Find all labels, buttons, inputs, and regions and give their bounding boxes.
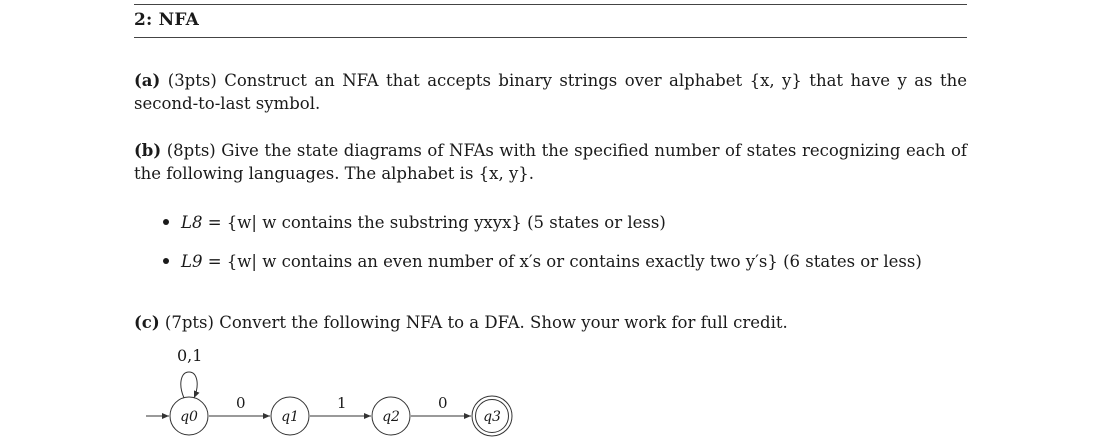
part-c-label: (c) [134, 313, 160, 332]
state-q1 [271, 397, 309, 435]
state-label: q0 [180, 409, 198, 425]
language-definition: = {w| w contains an even number of x′s or contains exactly two y′s} (6 states or less) [202, 252, 922, 271]
part-a-label: (a) [134, 71, 161, 90]
part-b-label: (b) [134, 141, 162, 160]
state-q0 [170, 397, 208, 435]
section-title: 2: NFA [134, 10, 200, 30]
state-label: q3 [483, 409, 501, 425]
state-label: q2 [382, 409, 400, 425]
self-loop-label: 0,1 [177, 346, 203, 365]
transition-label: 1 [337, 394, 347, 412]
part-a-text: (3pts) Construct an NFA that accepts binary strings over alphabet {x, y} that have y as the second-to-last symbol. [134, 71, 967, 113]
transition-label: 0 [236, 394, 246, 412]
part-b-text: (8pts) Give the state diagrams of NFAs with the specified number of states recognizing each of the following languages. The alphabet is {x, y}. [134, 141, 967, 183]
state-q2 [372, 397, 410, 435]
transition-label: 0 [438, 394, 448, 412]
self-loop-arrow [181, 372, 197, 398]
state-label: q1 [281, 409, 299, 425]
language-definition: = {w| w contains the substring yxyx} (5 states or less) [202, 213, 666, 232]
language-name: L9 [181, 252, 203, 271]
state-q3-accepting [472, 396, 512, 436]
part-c-text: (7pts) Convert the following NFA to a DFA. Show your work for full credit. [159, 313, 788, 332]
language-name: L8 [181, 213, 203, 232]
